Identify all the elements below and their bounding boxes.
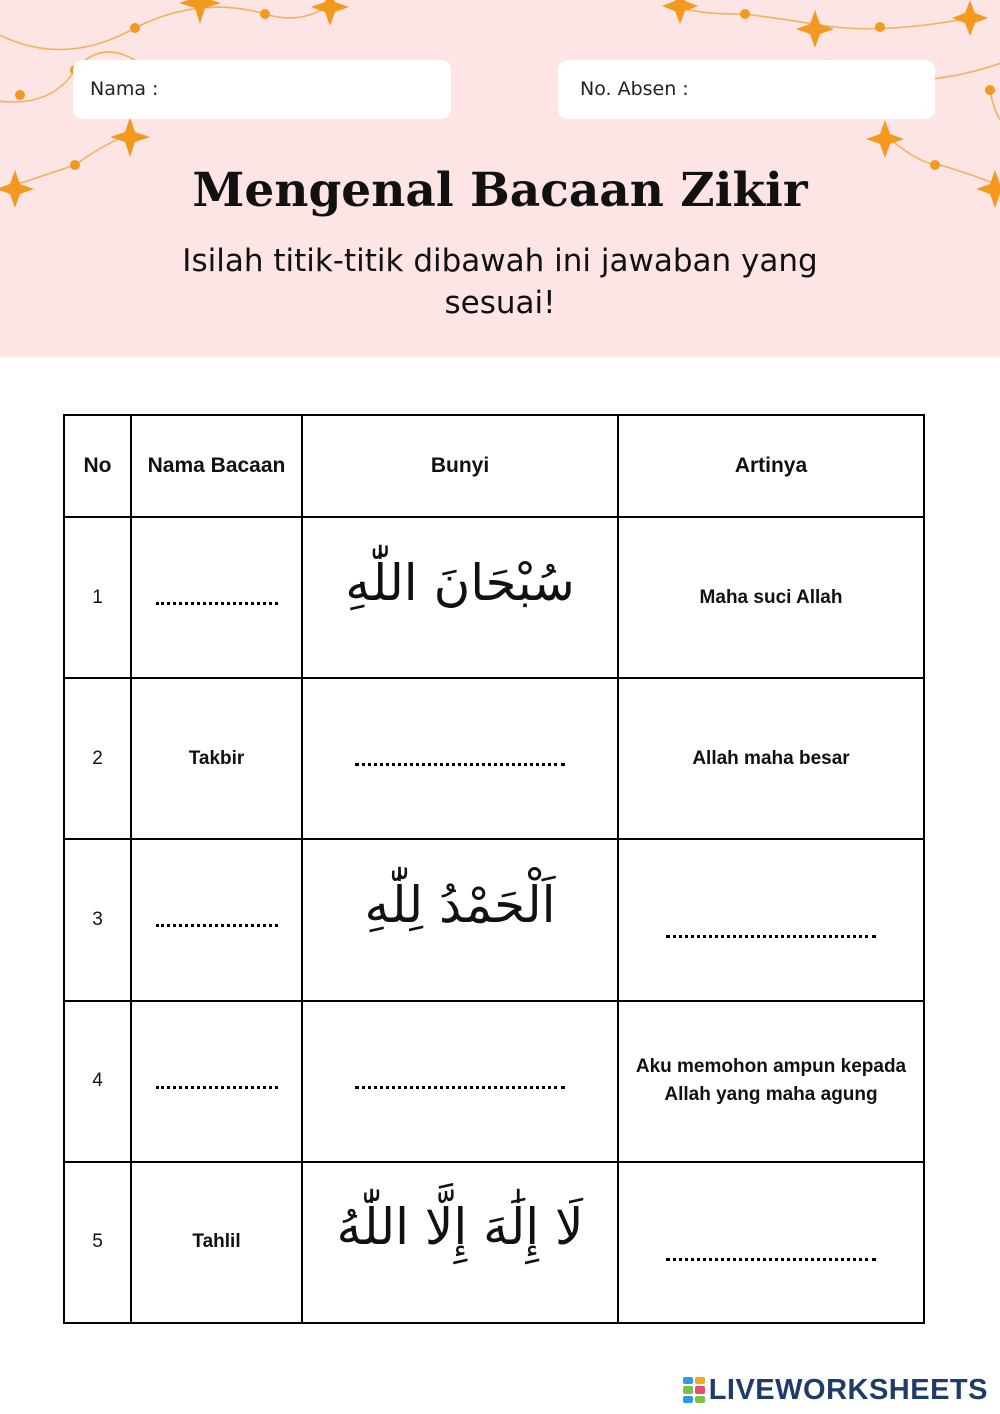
header-artinya: Artinya (618, 415, 924, 517)
answer-blank[interactable] (355, 1086, 565, 1089)
page-instructions: Isilah titik-titik dibawah ini jawaban yang sesuai! (182, 243, 818, 321)
answer-blank[interactable] (666, 1258, 876, 1261)
arabic-text: سُبْحَانَ اللّٰهِ (345, 553, 575, 612)
row-number: 2 (64, 678, 131, 839)
zikir-table (63, 414, 925, 1324)
artinya-blank[interactable] (618, 839, 924, 1000)
artinya-cell: Allah maha besar (618, 678, 924, 839)
liveworksheets-logo-icon (683, 1377, 705, 1403)
header-no: No (64, 415, 131, 517)
absen-label: No. Absen : (580, 78, 689, 100)
answer-blank[interactable] (156, 924, 278, 927)
header-nama-bacaan: Nama Bacaan (131, 415, 302, 517)
table-row (64, 1162, 924, 1323)
answer-blank[interactable] (156, 1086, 278, 1089)
artinya-blank[interactable] (618, 1162, 924, 1323)
header-banner (0, 0, 1000, 357)
table-header-row (64, 415, 924, 517)
row-number: 3 (64, 839, 131, 1000)
bunyi-cell (302, 517, 618, 678)
absen-number-field[interactable] (558, 60, 935, 119)
nama-bacaan-blank[interactable] (131, 517, 302, 678)
brand-name: LIVEWORKSHEETS (708, 1373, 988, 1406)
arabic-text: لَا إِلَٰهَ إِلَّا اللّٰهُ (336, 1198, 584, 1257)
nama-bacaan-blank[interactable] (131, 839, 302, 1000)
artinya-cell: Aku memohon ampun kepada Allah yang maha agung (618, 1001, 924, 1162)
table-row (64, 517, 924, 678)
arabic-text: اَلْحَمْدُ لِلّٰهِ (364, 875, 556, 934)
nama-bacaan-cell: Tahlil (131, 1162, 302, 1323)
bunyi-blank[interactable] (302, 678, 618, 839)
bunyi-blank[interactable] (302, 1001, 618, 1162)
footer-brand[interactable] (683, 1372, 988, 1408)
name-label: Nama : (90, 78, 159, 100)
answer-blank[interactable] (156, 602, 278, 605)
name-field[interactable] (73, 60, 451, 119)
nama-bacaan-blank[interactable] (131, 1001, 302, 1162)
artinya-cell: Maha suci Allah (618, 517, 924, 678)
page-title: Mengenal Bacaan Zikir (192, 163, 808, 218)
table-row (64, 1001, 924, 1162)
nama-bacaan-cell: Takbir (131, 678, 302, 839)
table-row (64, 839, 924, 1000)
answer-blank[interactable] (355, 763, 565, 766)
answer-blank[interactable] (666, 935, 876, 938)
header-bunyi: Bunyi (302, 415, 618, 517)
bunyi-cell (302, 839, 618, 1000)
row-number: 4 (64, 1001, 131, 1162)
bunyi-cell (302, 1162, 618, 1323)
row-number: 5 (64, 1162, 131, 1323)
table-row (64, 678, 924, 839)
row-number: 1 (64, 517, 131, 678)
